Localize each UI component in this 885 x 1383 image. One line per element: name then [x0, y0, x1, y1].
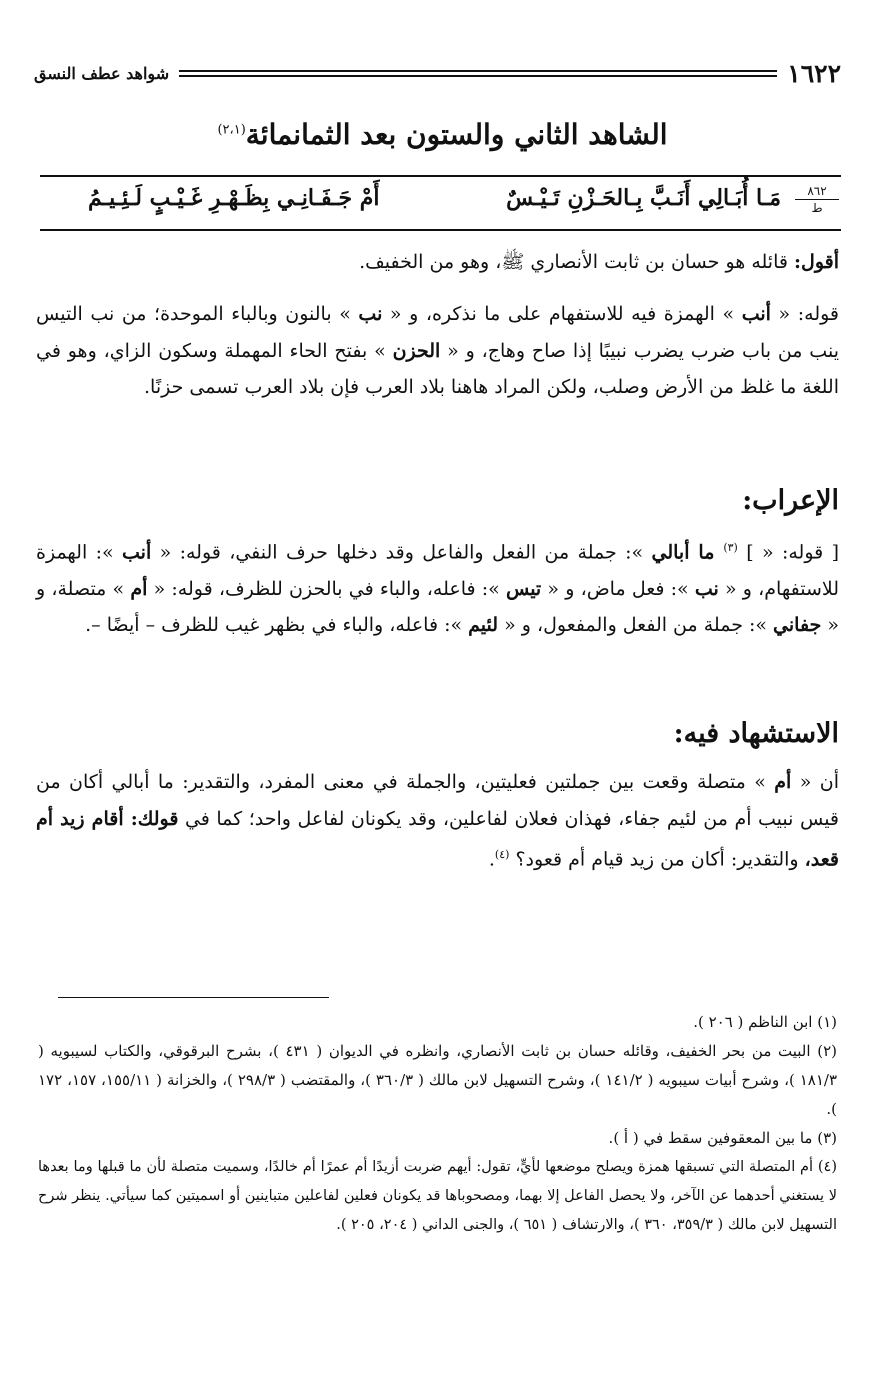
- gloss-word-anabba: أنب: [741, 303, 771, 325]
- irab-text-7: »: جملة من الفعل والمفعول، و «: [498, 614, 774, 637]
- attribution-label: أقول:: [794, 251, 839, 273]
- gloss-text-4: » بفتح الحاء المهملة وسكون الزاي، وهو في اللغة ما غلظ من الأرض وصلب، ولكن المراد هاهنا بلاد العرب فإن بلاد العرب تسمى حزنًا.: [36, 339, 839, 398]
- gloss-paragraph: [36, 296, 839, 406]
- footnote-1: (١) ابن الناظم ( ٢٠٦ ).: [693, 1013, 837, 1031]
- istishhad-paragraph: [36, 764, 839, 878]
- footnotes: [38, 1008, 837, 1240]
- gloss-text-1: قوله: «: [770, 303, 840, 325]
- gloss-text-2: » الهمزة فيه للاستفهام على ما نذكره، و «: [382, 303, 742, 325]
- irab-word-6: جفاني: [773, 614, 822, 637]
- irab-text-2: »: جملة من الفعل والفاعل وقد دخلها حرف النفي، قوله: «: [151, 541, 652, 564]
- gloss-text-3: » بالنون وبالباء الموحدة؛ من نب التيس ينب من باب ضرب يضرب نبيبًا إذا صاح وهاج، و «: [36, 303, 839, 362]
- verse-second-hemistich: أَمْ جَـفَـانِـي بِظَـهْـرِ غَـيْـبٍ لَـئِـيـمُ: [88, 185, 380, 211]
- irab-paragraph: [36, 530, 839, 644]
- header-rule: [179, 70, 777, 77]
- footnote-separator: [58, 997, 329, 998]
- page-number: ١٦٢٢: [787, 58, 841, 88]
- irab-word-5: أم: [130, 577, 148, 600]
- verse-meter-mark: ط: [811, 201, 823, 215]
- irab-text-5: »: فاعله، والباء في بالحزن للظرف، قوله: «: [147, 577, 506, 600]
- running-title: شواهد عطف النسق: [34, 63, 170, 83]
- attribution-paragraph: [36, 244, 839, 281]
- irab-word-4: تيس: [505, 577, 542, 600]
- verse-number: [795, 183, 839, 216]
- istishhad-example: قولك: أقام زيد أم قعد،: [36, 807, 839, 871]
- footnote-2: (٢) البيت من بحر الخفيف، وقائله حسان بن ثابت الأنصاري، وانظره في الديوان ( ٤٣١ )، بشرح البرقوقي، والكتاب لسيبويه ( ١٨١/٣ )، وشرح أبيات سيبويه ( ١٤١/٢ )، وشرح التسهيل لابن مالك ( ٣٦٠/٣ )، والمقتضب ( ٢٩٨/٣ )، والخزانة ( ١٥٥/١١، ١٥٧، ١٧٢ ).: [38, 1042, 838, 1118]
- heading-footnote-ref: (٢،١): [217, 122, 246, 138]
- irab-text-6: » متصلة، و «: [36, 577, 839, 637]
- istishhad-text-4: .: [488, 848, 495, 871]
- irab-word-7: لئيم: [468, 614, 499, 637]
- running-header: [34, 58, 841, 88]
- gloss-word-alhazn: الحزن: [392, 339, 441, 362]
- section-heading: [40, 118, 845, 151]
- irab-heading: الإعراب:: [742, 485, 839, 516]
- istishhad-footnote-ref: (٤): [494, 848, 510, 861]
- irab-footnote-ref: (٣): [723, 541, 738, 554]
- verse-first-hemistich: مَـا أُبَـالِي أَنَـبَّ بِـالحَـزْنِ تَـيْـسٌ: [506, 185, 781, 211]
- istishhad-text-3: والتقدير: أكان من زيد قيام أم قعود؟: [509, 848, 805, 871]
- attribution-text: قائله هو حسان بن ثابت الأنصاري ﷺ، وهو من الخفيف.: [359, 251, 794, 273]
- irab-text-3: »: الهمزة للاستفهام، و «: [36, 541, 839, 600]
- istishhad-heading: الاستشهاد فيه:: [673, 718, 839, 749]
- irab-text-8: »: فاعله، والباء في بظهر غيب للظرف – أيضًا –.: [85, 614, 469, 637]
- verse-number-value: ٨٦٢: [795, 183, 839, 200]
- heading-title: الشاهد الثاني والستون بعد الثمانمائة: [245, 118, 668, 151]
- istishhad-word-am: أم: [774, 771, 792, 793]
- irab-word-2: أنب: [122, 541, 152, 564]
- verse-line: [40, 175, 841, 231]
- irab-word-3: نب: [694, 577, 719, 600]
- istishhad-text-1: أن «: [791, 771, 839, 793]
- istishhad-text-2: » متصلة وقعت بين جملتين فعليتين، والجملة في معنى المفرد، والتقدير: ما أبالي أكان من قيس نبيب أم من لئيم جفاء، فهذان فعلان لفاعلين، وقد يكونان لفاعل واحد؛ كما في: [36, 771, 840, 830]
- footnote-3: (٣) ما بين المعقوفين سقط في ( أ ).: [608, 1129, 837, 1147]
- irab-word-1: ما أبالي: [651, 541, 724, 564]
- footnote-4: (٤) أم المتصلة التي تسبقها همزة ويصلح موضعها لأيٍّ، تقول: أيهم ضربت أزيدًا أم عمرًا أم خالدًا، وسميت متصلة لأن ما قبلها وما بعدها لا يستغني أحدهما عن الآخر، ولا يحصل الفاعل إلا بهما، ومصحوباها قد يكونان فعلين لفاعلين متباينين أو اسميتين كما سيأتي. ينظر شرح التسهيل لابن مالك ( ٣٥٩/٣، ٣٦٠ )، والارتشاف ( ٦٥١ )، والجنى الداني ( ٢٠٤، ٢٠٥ ).: [38, 1159, 837, 1233]
- irab-text-1: [ قوله: « ]: [737, 541, 840, 564]
- irab-text-4: »: فعل ماض، و «: [541, 577, 695, 600]
- gloss-word-nabba: نب: [358, 303, 383, 325]
